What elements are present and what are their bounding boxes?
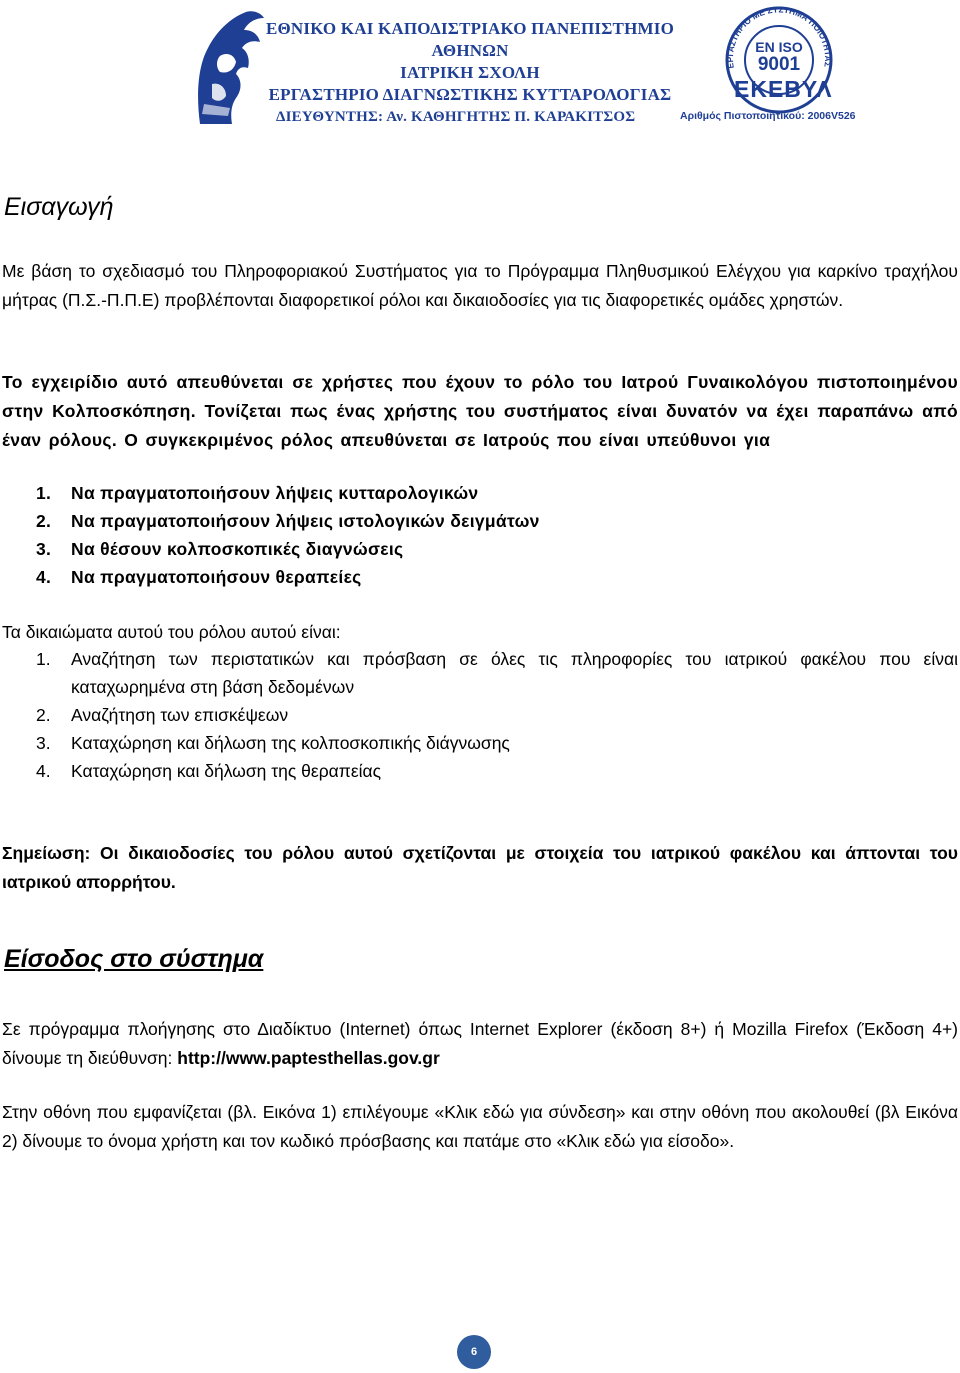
page-number-badge: 6 (457, 1335, 491, 1369)
seal-arc-text: ΕΡΓΑΣΤΗΡΙΟ ΜΕ ΣΥΣΤΗΜΑ ΠΟΙΟΤΗΤΑΣ (724, 4, 834, 70)
login-paragraph: Σε πρόγραμμα πλοήγησης στο Διαδίκτυο (Internet) όπως Internet Explorer (έκδοση 8+) ή Mozilla Firefox (Έκδοση 4+) δίνουμε τη διεύθυνση: http://www.paptesthellas.gov.gr (2, 1019, 958, 1068)
section-title-login: Είσοδος στο σύστημα (4, 945, 264, 973)
university-name: ΕΘΝΙΚΟ ΚΑΙ ΚΑΠΟΔΙΣΤΡΙΑΚΟ ΠΑΝΕΠΙΣΤΗΜΙΟ (265, 19, 675, 38)
iso-seal-icon (720, 4, 838, 122)
letterhead (0, 0, 960, 135)
rights-list (2, 645, 958, 785)
list-item: 4. Να πραγματοποιήσουν θεραπείες (36, 567, 362, 587)
login-instructions: Στην οθόνη που εμφανίζεται (βλ. Εικόνα 1) επιλέγουμε «Κλικ εδώ για σύνδεση» και στην οθόνη που ακολουθεί (βλ Εικόνα 2) δίνουμε το όνομα χρήστη και τον κωδικό πρόσβασης και πατάμε στο «Κλικ εδώ για είσοδο». (2, 1102, 958, 1151)
seal-number: 9001 (757, 54, 801, 75)
role-paragraph: Το εγχειρίδιο αυτό απευθύνεται σε χρήστες που έχουν το ρόλο του Ιατρού Γυναικολόγου πιστοποιημένου στην Κολποσκόπηση. Τονίζεται πως ένας χρήστης του συστήματος είναι δυνατόν να έχει παραπάνω από έναν ρόλους. Ο συγκεκριμένος ρόλος απευθύνεται σε Ιατρούς που είναι υπεύθυνοι για (2, 372, 958, 450)
director-line: ΔΙΕΥΘΥΝΤΗΣ: Αν. ΚΑΘΗΓΗΤΗΣ Π. ΚΑΡΑΚΙΤΣΟΣ (276, 109, 636, 125)
intro-paragraph: Με βάση το σχεδιασμό του Πληροφοριακού Συστήματος για το Πρόγραμμα Πληθυσμικού Ελέγχου για καρκίνο τραχήλου μήτρας (Π.Σ.-Π.Π.Ε) προβλέπονται διαφορετικοί ρόλοι και δικαιοδοσίες για τις διαφορετικές ομάδες χρηστών. (2, 261, 958, 310)
list-item: 2. Να πραγματοποιήσουν λήψεις ιστολογικών δειγμάτων (36, 511, 540, 531)
list-item: 1. Αναζήτηση των περιστατικών και πρόσβαση σε όλες τις πληροφορίες του ιατρικού φακέλου που είναι καταχωρημένα στη βάση δεδομένων (36, 649, 958, 697)
rights-heading: Τα δικαιώματα αυτού του ρόλου αυτού είναι: (2, 622, 341, 642)
seal-standard: EN ISO (755, 39, 803, 55)
school-name: ΙΑΤΡΙΚΗ ΣΧΟΛΗ (400, 63, 540, 82)
list-item: 4. Καταχώρηση και δήλωση της θεραπείας (36, 761, 382, 781)
list-item: 2. Αναζήτηση των επισκέψεων (36, 705, 289, 725)
certificate-number: Αριθμός Πιστοποιητικού: 2006V526 (680, 110, 856, 122)
list-item: 3. Καταχώρηση και δήλωση της κολποσκοπικής διάγνωσης (36, 733, 510, 753)
list-item: 1. Να πραγματοποιήσουν λήψεις κυτταρολογικών (36, 483, 479, 503)
institution-heading (250, 18, 690, 125)
certifier-name: ΕΚΕΒΥΛ (734, 76, 833, 102)
lab-name: ΕΡΓΑΣΤΗΡΙΟ ΔΙΑΓΝΩΣΤΙΚΗΣ ΚΥΤΤΑΡΟΛΟΓΙΑΣ (268, 85, 672, 104)
role-tasks-list (2, 479, 958, 591)
note-paragraph: Σημείωση: Οι δικαιοδοσίες του ρόλου αυτού σχετίζονται με στοιχεία του ιατρικού φακέλου και άπτονται του ιατρικού απορρήτου. (2, 843, 958, 892)
list-item: 3. Να θέσουν κολποσκοπικές διαγνώσεις (36, 539, 404, 559)
site-url[interactable]: http://www.paptesthellas.gov.gr (177, 1048, 440, 1068)
university-city: ΑΘΗΝΩΝ (431, 41, 509, 60)
section-title-intro: Εισαγωγή (4, 193, 114, 221)
